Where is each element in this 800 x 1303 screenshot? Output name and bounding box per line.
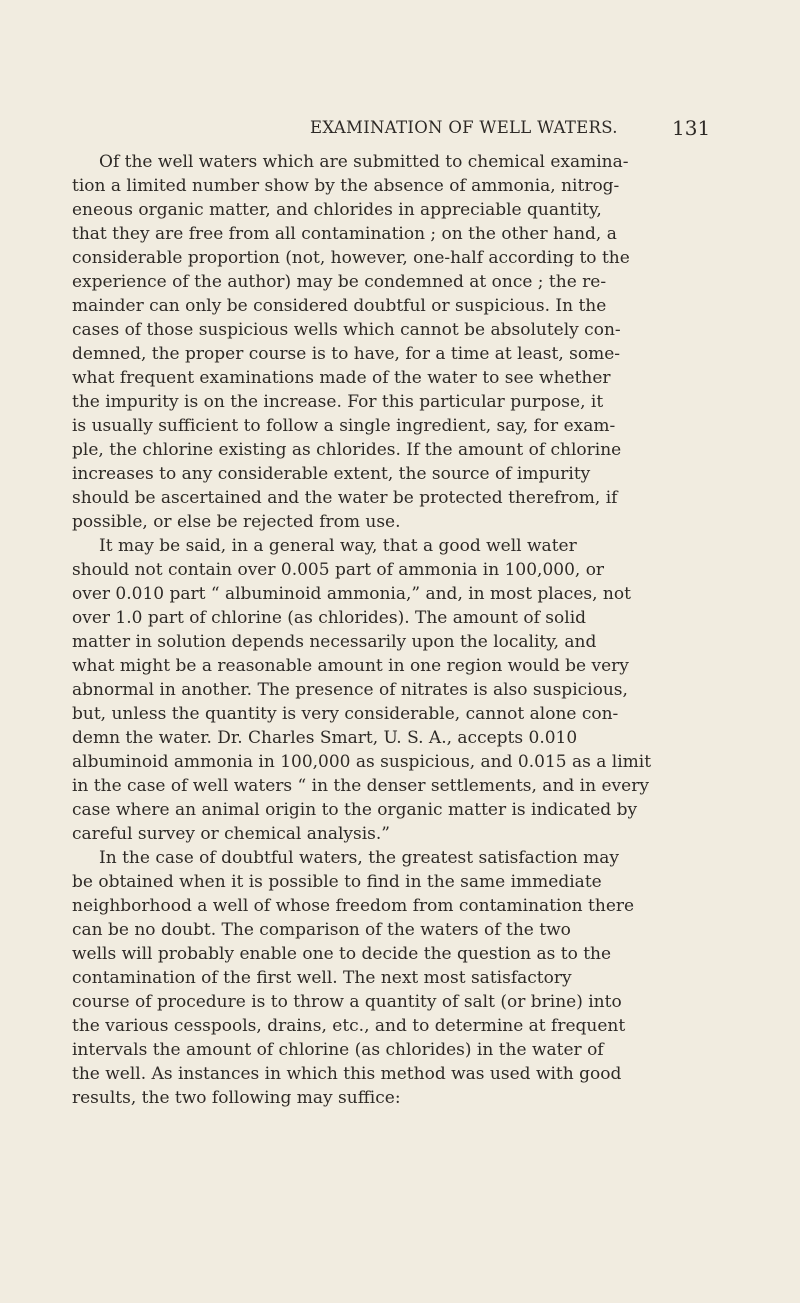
text-line: demned, the proper course is to have, for a time at least, some- [72,344,621,364]
text-line: wells will probably enable one to decide the question as to the [72,944,612,964]
text-line: intervals the amount of chlorine (as chlorides) in the water of [72,1040,604,1060]
text-line: albuminoid ammonia in 100,000 as suspicious, and 0.015 as a limit [72,752,652,772]
text-line: over 0.010 part “ albuminoid ammonia,” and, in most places, not [72,584,631,604]
text-line: over 1.0 part of chlorine (as chlorides). The amount of solid [72,608,587,628]
text-line: what frequent examinations made of the water to see whether [72,368,611,388]
text-line: abnormal in another. The presence of nitrates is also suspicious, [72,680,628,700]
text-line: the well. As instances in which this method was used with good [72,1064,622,1084]
text-line: but, unless the quantity is very considerable, cannot alone con- [72,704,619,724]
body-text [72,150,722,1110]
text-line: course of procedure is to throw a quantity of salt (or brine) into [72,992,622,1012]
text-line: possible, or else be rejected from use. [72,512,401,532]
running-title: EXAMINATION OF WELL WATERS. [310,118,618,137]
text-line: ple, the chlorine existing as chlorides. If the amount of chlorine [72,440,622,460]
text-line: Of the well waters which are submitted to chemical examina- [72,152,629,172]
text-line: can be no doubt. The comparison of the waters of the two [72,920,571,940]
text-line: results, the two following may suffice: [72,1088,401,1108]
text-line: cases of those suspicious wells which cannot be absolutely con- [72,320,621,340]
text-line: should be ascertained and the water be protected therefrom, if [72,488,618,508]
text-line: eneous organic matter, and chlorides in appreciable quantity, [72,200,602,220]
running-head [0,118,800,142]
text-line: matter in solution depends necessarily upon the locality, and [72,632,597,652]
text-line: demn the water. Dr. Charles Smart, U. S. A., accepts 0.010 [72,728,578,748]
text-line: mainder can only be considered doubtful or suspicious. In the [72,296,607,316]
text-line: that they are free from all contamination ; on the other hand, a [72,224,617,244]
page-number: 131 [672,116,711,140]
text-line: be obtained when it is possible to find in the same immediate [72,872,602,892]
text-line: In the case of doubtful waters, the greatest satisfaction may [72,848,620,868]
text-line: what might be a reasonable amount in one region would be very [72,656,629,676]
text-line: contamination of the first well. The next most satisfactory [72,968,572,988]
text-line: It may be said, in a general way, that a good well water [72,536,577,556]
text-line: neighborhood a well of whose freedom from contamination there [72,896,635,916]
text-line: experience of the author) may be condemned at once ; the re- [72,272,607,292]
text-line: considerable proportion (not, however, one-half according to the [72,248,630,268]
text-line: tion a limited number show by the absence of ammonia, nitrog- [72,176,620,196]
text-line: case where an animal origin to the organic matter is indicated by [72,800,638,820]
text-line: careful survey or chemical analysis.” [72,824,390,844]
text-line: in the case of well waters “ in the denser settlements, and in every [72,776,649,796]
text-line: should not contain over 0.005 part of ammonia in 100,000, or [72,560,605,580]
text-line: increases to any considerable extent, the source of impurity [72,464,591,484]
text-line: the impurity is on the increase. For this particular purpose, it [72,392,604,412]
text-line: is usually sufficient to follow a single ingredient, say, for exam- [72,416,616,436]
text-line: the various cesspools, drains, etc., and to determine at frequent [72,1016,626,1036]
